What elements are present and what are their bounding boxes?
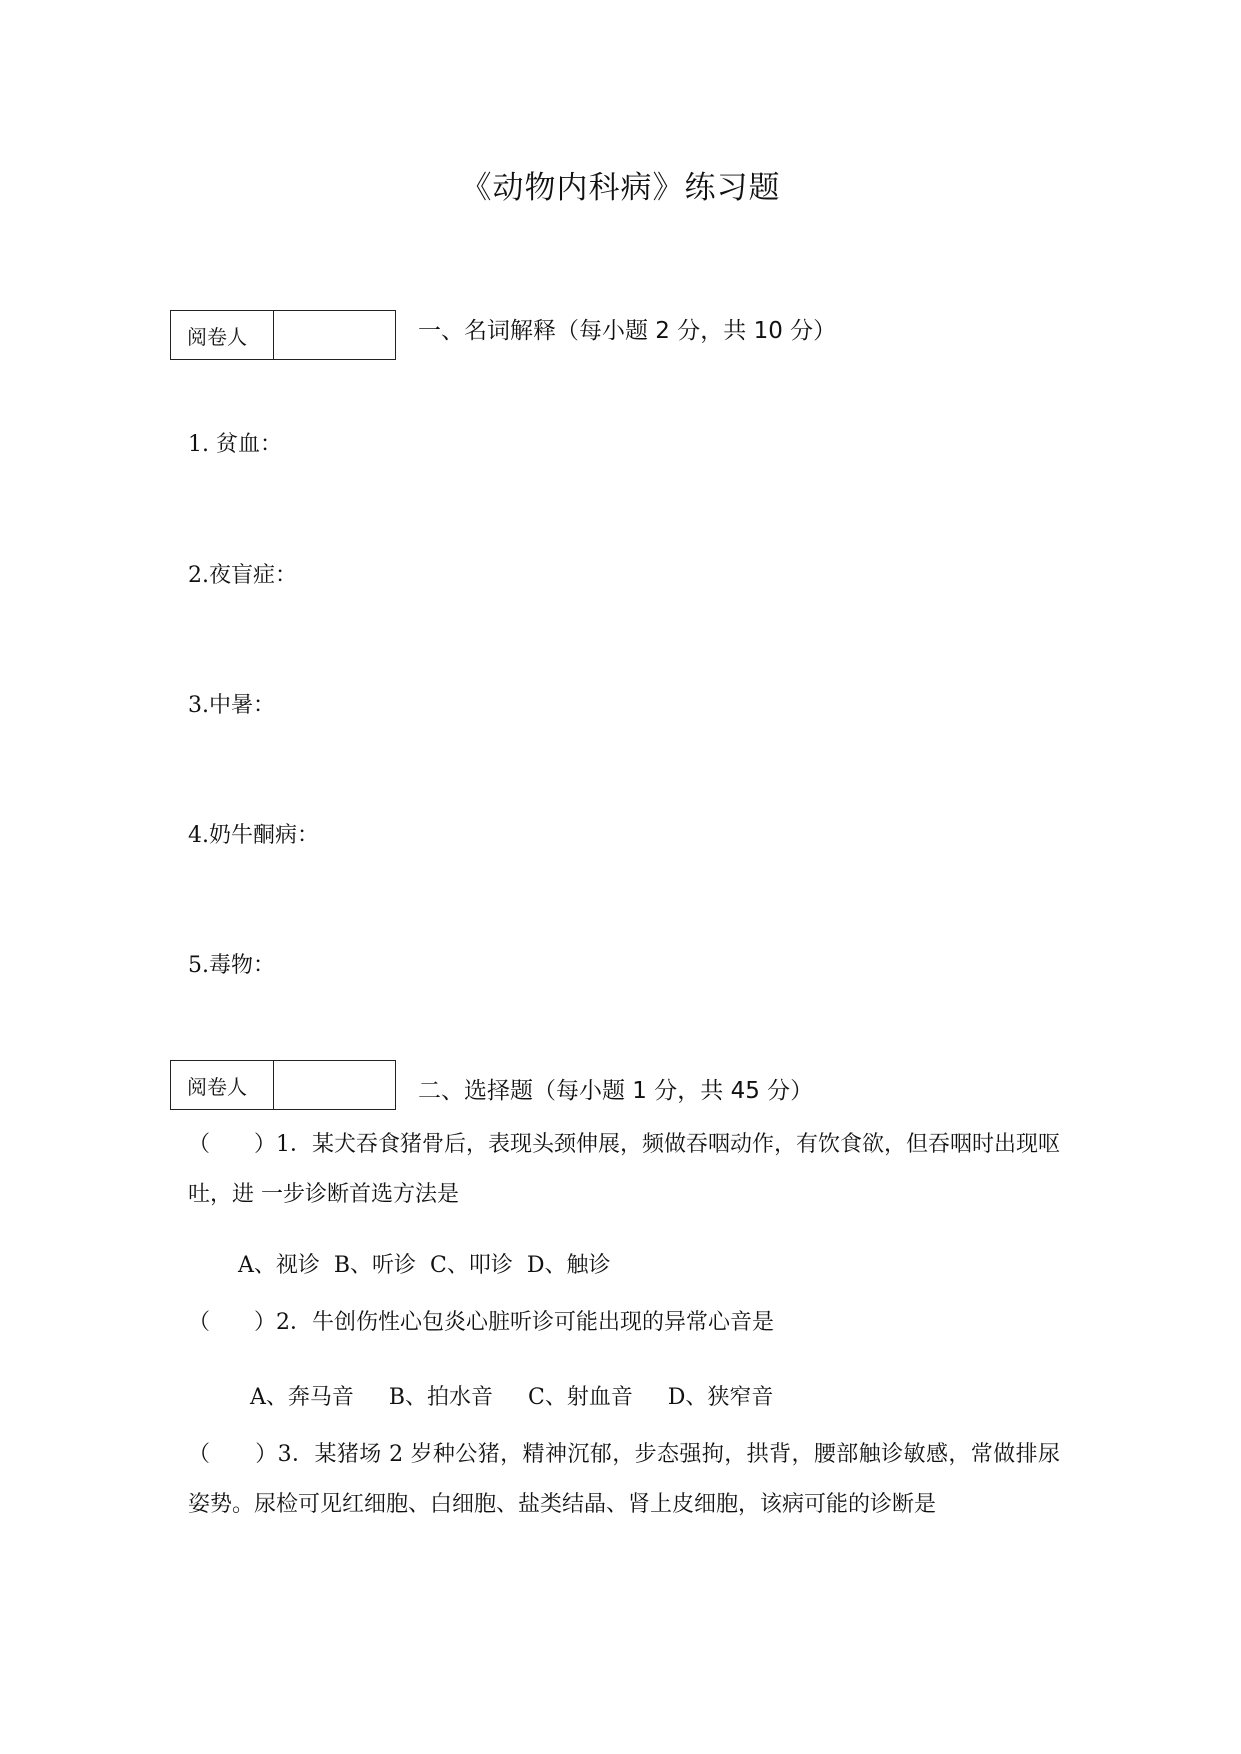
term-item: 2.夜盲症： [188, 563, 297, 588]
question-options: A、奔马音 B、拍水音 C、射血音 D、狭窄音 [250, 1385, 774, 1410]
page-title: 《动物内科病》练习题 [460, 170, 781, 206]
term-item: 4.奶牛酮病： [188, 823, 319, 848]
term-item: 1. 贫血： [188, 432, 282, 457]
question: （ ）3．某猪场 2 岁种公猪，精神沉郁，步态强拘，拱背，腰部触诊敏感，常做排尿姿势。尿检可见红细胞、白细胞、盐类结晶、肾上皮细胞，该病可能的诊断是 [188, 1442, 1060, 1517]
question-options: A、视诊 B、听诊 C、叩诊 D、触诊 [238, 1253, 611, 1278]
question: （ ）1．某犬吞食猪骨后，表现头颈伸展，频做吞咽动作，有饮食欲，但吞咽时出现呕吐，进 一步诊断首选方法是 [188, 1132, 1061, 1207]
section-heading: 一、名词解释（每小题 2 分，共 10 分） [418, 318, 837, 344]
term-item: 5.毒物： [188, 953, 275, 978]
question: （ ）2．牛创伤性心包炎心脏听诊可能出现的异常心音是 [188, 1310, 774, 1335]
grader-box [170, 1060, 396, 1110]
grader-label: 阅卷人 [171, 311, 274, 359]
grader-label: 阅卷人 [171, 1061, 274, 1109]
section-heading: 二、选择题（每小题 1 分，共 45 分） [418, 1078, 814, 1104]
grader-blank [274, 311, 395, 359]
grader-box [170, 310, 396, 360]
grader-blank [274, 1061, 395, 1109]
term-item: 3.中暑： [188, 693, 275, 718]
